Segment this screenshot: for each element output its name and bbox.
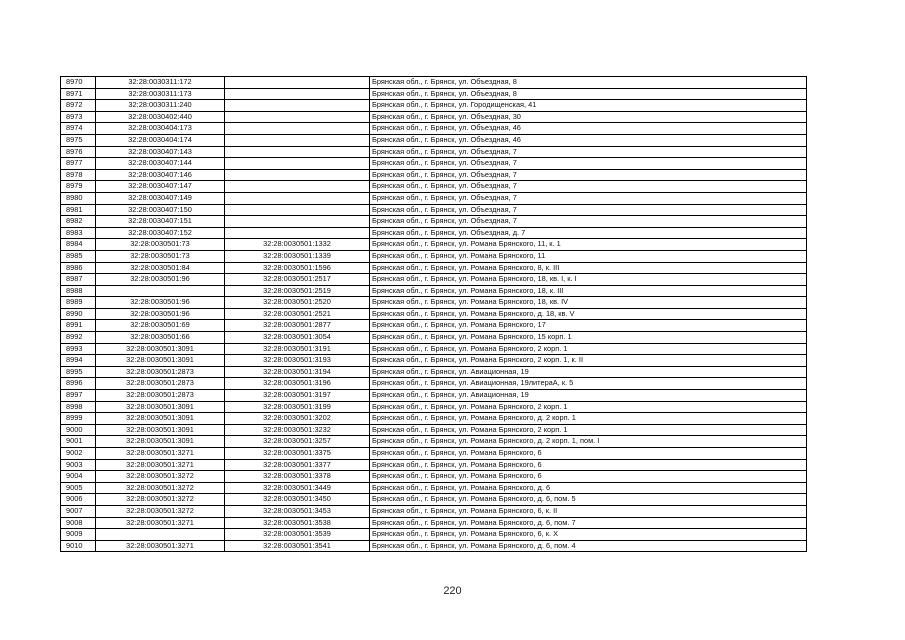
table-row [61,227,807,239]
row-number-cell: 8980 [61,192,96,204]
object-cadastral-number-cell: 32:28:0030501:3378 [225,471,370,483]
land-cadastral-number-cell: 32:28:0030501:3091 [96,401,225,413]
object-cadastral-number-cell: 32:28:0030501:3453 [225,505,370,517]
row-number-cell: 8994 [61,355,96,367]
registry-table [60,76,807,552]
table-row [61,100,807,112]
table-row [61,88,807,100]
address-cell: Брянская обл., г. Брянск, ул. Объездная, д. 7 [370,227,807,239]
table-row [61,308,807,320]
row-number-cell: 8972 [61,100,96,112]
object-cadastral-number-cell [225,227,370,239]
row-number-cell: 8983 [61,227,96,239]
address-cell: Брянская обл., г. Брянск, ул. Романа Брянского, 2 корп. 1 [370,401,807,413]
land-cadastral-number-cell: 32:28:0030501:3272 [96,505,225,517]
row-number-cell: 9001 [61,436,96,448]
row-number-cell: 8999 [61,413,96,425]
land-cadastral-number-cell: 32:28:0030407:150 [96,204,225,216]
table-row [61,274,807,286]
object-cadastral-number-cell [225,204,370,216]
object-cadastral-number-cell: 32:28:0030501:3232 [225,424,370,436]
address-cell: Брянская обл., г. Брянск, ул. Романа Брянского, д. 6 [370,482,807,494]
land-cadastral-number-cell: 32:28:0030501:3272 [96,482,225,494]
table-row [61,505,807,517]
table-row [61,540,807,552]
address-cell: Брянская обл., г. Брянск, ул. Авиационная, 19 [370,390,807,402]
object-cadastral-number-cell: 32:28:0030501:3054 [225,332,370,344]
object-cadastral-number-cell [225,123,370,135]
table-row [61,378,807,390]
address-cell: Брянская обл., г. Брянск, ул. Романа Брянского, 6 [370,459,807,471]
object-cadastral-number-cell: 32:28:0030501:2521 [225,308,370,320]
row-number-cell: 8987 [61,274,96,286]
table-row [61,239,807,251]
object-cadastral-number-cell: 32:28:0030501:3193 [225,355,370,367]
object-cadastral-number-cell: 32:28:0030501:3196 [225,378,370,390]
object-cadastral-number-cell [225,216,370,228]
address-cell: Брянская обл., г. Брянск, ул. Объездная, 7 [370,169,807,181]
land-cadastral-number-cell: 32:28:0030501:66 [96,332,225,344]
object-cadastral-number-cell: 32:28:0030501:2517 [225,274,370,286]
address-cell: Брянская обл., г. Брянск, ул. Романа Брянского, 15 корп. 1 [370,332,807,344]
land-cadastral-number-cell: 32:28:0030501:2873 [96,378,225,390]
row-number-cell: 9009 [61,529,96,541]
object-cadastral-number-cell: 32:28:0030501:3191 [225,343,370,355]
row-number-cell: 8975 [61,134,96,146]
address-cell: Брянская обл., г. Брянск, ул. Романа Брянского, 6 [370,471,807,483]
object-cadastral-number-cell [225,146,370,158]
table-row [61,343,807,355]
address-cell: Брянская обл., г. Брянск, ул. Романа Брянского, д. 2 корп. 1, пом. I [370,436,807,448]
row-number-cell: 9008 [61,517,96,529]
row-number-cell: 8981 [61,204,96,216]
address-cell: Брянская обл., г. Брянск, ул. Объездная, 7 [370,204,807,216]
address-cell: Брянская обл., г. Брянск, ул. Романа Брянского, 2 корп. 1 [370,343,807,355]
address-cell: Брянская обл., г. Брянск, ул. Объездная, 7 [370,192,807,204]
land-cadastral-number-cell: 32:28:0030311:173 [96,88,225,100]
table-row [61,471,807,483]
land-cadastral-number-cell: 32:28:0030407:146 [96,169,225,181]
table-row [61,169,807,181]
table-row [61,401,807,413]
table-row [61,320,807,332]
registry-table-body [61,77,807,552]
address-cell: Брянская обл., г. Брянск, ул. Объездная, 7 [370,216,807,228]
land-cadastral-number-cell: 32:28:0030501:3272 [96,471,225,483]
land-cadastral-number-cell: 32:28:0030501:2873 [96,390,225,402]
land-cadastral-number-cell: 32:28:0030402:440 [96,111,225,123]
land-cadastral-number-cell: 32:28:0030501:3272 [96,494,225,506]
table-row [61,250,807,262]
land-cadastral-number-cell: 32:28:0030501:3091 [96,413,225,425]
address-cell: Брянская обл., г. Брянск, ул. Романа Брянского, 11 [370,250,807,262]
row-number-cell: 8989 [61,297,96,309]
object-cadastral-number-cell [225,158,370,170]
row-number-cell: 8973 [61,111,96,123]
object-cadastral-number-cell: 32:28:0030501:3539 [225,529,370,541]
address-cell: Брянская обл., г. Брянск, ул. Объездная, 8 [370,88,807,100]
address-cell: Брянская обл., г. Брянск, ул. Романа Брянского, 18, кв. I, к. I [370,274,807,286]
table-row [61,134,807,146]
object-cadastral-number-cell: 32:28:0030501:3197 [225,390,370,402]
row-number-cell: 9004 [61,471,96,483]
row-number-cell: 8993 [61,343,96,355]
land-cadastral-number-cell: 32:28:0030501:84 [96,262,225,274]
land-cadastral-number-cell [96,285,225,297]
object-cadastral-number-cell: 32:28:0030501:3257 [225,436,370,448]
land-cadastral-number-cell: 32:28:0030501:3271 [96,448,225,460]
row-number-cell: 9006 [61,494,96,506]
row-number-cell: 9000 [61,424,96,436]
address-cell: Брянская обл., г. Брянск, ул. Романа Брянского, 2 корп. 1 [370,424,807,436]
row-number-cell: 8995 [61,366,96,378]
row-number-cell: 8991 [61,320,96,332]
object-cadastral-number-cell [225,192,370,204]
row-number-cell: 8988 [61,285,96,297]
object-cadastral-number-cell: 32:28:0030501:2519 [225,285,370,297]
address-cell: Брянская обл., г. Брянск, ул. Романа Брянского, 2 корп. 1, к. II [370,355,807,367]
table-row [61,146,807,158]
row-number-cell: 9010 [61,540,96,552]
address-cell: Брянская обл., г. Брянск, ул. Объездная, 46 [370,134,807,146]
object-cadastral-number-cell [225,134,370,146]
address-cell: Брянская обл., г. Брянск, ул. Авиационная, 19 [370,366,807,378]
land-cadastral-number-cell: 32:28:0030407:149 [96,192,225,204]
row-number-cell: 8977 [61,158,96,170]
address-cell: Брянская обл., г. Брянск, ул. Романа Брянского, д. 6, пом. 5 [370,494,807,506]
object-cadastral-number-cell: 32:28:0030501:2877 [225,320,370,332]
table-row [61,262,807,274]
land-cadastral-number-cell: 32:28:0030501:3091 [96,424,225,436]
address-cell: Брянская обл., г. Брянск, ул. Романа Брянского, 17 [370,320,807,332]
object-cadastral-number-cell: 32:28:0030501:3449 [225,482,370,494]
address-cell: Брянская обл., г. Брянск, ул. Романа Брянского, д. 18, кв. V [370,308,807,320]
row-number-cell: 8984 [61,239,96,251]
address-cell: Брянская обл., г. Брянск, ул. Объездная, 8 [370,77,807,89]
row-number-cell: 8985 [61,250,96,262]
object-cadastral-number-cell [225,88,370,100]
land-cadastral-number-cell: 32:28:0030407:147 [96,181,225,193]
row-number-cell: 8974 [61,123,96,135]
object-cadastral-number-cell [225,169,370,181]
land-cadastral-number-cell: 32:28:0030501:3271 [96,459,225,471]
land-cadastral-number-cell: 32:28:0030501:69 [96,320,225,332]
address-cell: Брянская обл., г. Брянск, ул. Романа Брянского, 6, к. II [370,505,807,517]
table-row [61,158,807,170]
land-cadastral-number-cell: 32:28:0030407:152 [96,227,225,239]
object-cadastral-number-cell: 32:28:0030501:3450 [225,494,370,506]
object-cadastral-number-cell [225,181,370,193]
table-row [61,517,807,529]
address-cell: Брянская обл., г. Брянск, ул. Романа Брянского, 11, к. 1 [370,239,807,251]
row-number-cell: 8982 [61,216,96,228]
table-row [61,436,807,448]
row-number-cell: 8986 [61,262,96,274]
land-cadastral-number-cell: 32:28:0030501:96 [96,274,225,286]
table-row [61,424,807,436]
land-cadastral-number-cell: 32:28:0030501:3091 [96,355,225,367]
object-cadastral-number-cell: 32:28:0030501:1596 [225,262,370,274]
object-cadastral-number-cell: 32:28:0030501:3377 [225,459,370,471]
land-cadastral-number-cell: 32:28:0030407:143 [96,146,225,158]
row-number-cell: 8997 [61,390,96,402]
row-number-cell: 9003 [61,459,96,471]
address-cell: Брянская обл., г. Брянск, ул. Романа Брянского, 6, к. X [370,529,807,541]
land-cadastral-number-cell: 32:28:0030404:174 [96,134,225,146]
row-number-cell: 8996 [61,378,96,390]
land-cadastral-number-cell: 32:28:0030501:3271 [96,540,225,552]
table-row [61,192,807,204]
object-cadastral-number-cell: 32:28:0030501:3194 [225,366,370,378]
row-number-cell: 8990 [61,308,96,320]
land-cadastral-number-cell: 32:28:0030501:3091 [96,436,225,448]
address-cell: Брянская обл., г. Брянск, ул. Авиационная, 19литераА, к. 5 [370,378,807,390]
table-row [61,390,807,402]
land-cadastral-number-cell: 32:28:0030311:240 [96,100,225,112]
table-row [61,297,807,309]
row-number-cell: 8976 [61,146,96,158]
table-row [61,355,807,367]
table-row [61,529,807,541]
land-cadastral-number-cell [96,529,225,541]
land-cadastral-number-cell: 32:28:0030407:144 [96,158,225,170]
table-row [61,413,807,425]
object-cadastral-number-cell: 32:28:0030501:1332 [225,239,370,251]
object-cadastral-number-cell [225,111,370,123]
table-row [61,123,807,135]
object-cadastral-number-cell: 32:28:0030501:3202 [225,413,370,425]
address-cell: Брянская обл., г. Брянск, ул. Романа Брянского, 6 [370,448,807,460]
land-cadastral-number-cell: 32:28:0030501:3091 [96,343,225,355]
object-cadastral-number-cell: 32:28:0030501:3375 [225,448,370,460]
table-row [61,332,807,344]
table-row [61,204,807,216]
object-cadastral-number-cell: 32:28:0030501:2520 [225,297,370,309]
table-row [61,482,807,494]
table-row [61,181,807,193]
address-cell: Брянская обл., г. Брянск, ул. Объездная, 7 [370,181,807,193]
land-cadastral-number-cell: 32:28:0030501:2873 [96,366,225,378]
address-cell: Брянская обл., г. Брянск, ул. Романа Брянского, д. 6, пом. 4 [370,540,807,552]
address-cell: Брянская обл., г. Брянск, ул. Городищенская, 41 [370,100,807,112]
object-cadastral-number-cell: 32:28:0030501:3199 [225,401,370,413]
table-row [61,216,807,228]
address-cell: Брянская обл., г. Брянск, ул. Романа Брянского, д. 2 корп. 1 [370,413,807,425]
land-cadastral-number-cell: 32:28:0030501:96 [96,308,225,320]
table-row [61,459,807,471]
table-row [61,448,807,460]
row-number-cell: 9002 [61,448,96,460]
object-cadastral-number-cell [225,100,370,112]
address-cell: Брянская обл., г. Брянск, ул. Объездная, 46 [370,123,807,135]
object-cadastral-number-cell [225,77,370,89]
land-cadastral-number-cell: 32:28:0030501:96 [96,297,225,309]
address-cell: Брянская обл., г. Брянск, ул. Романа Брянского, 18, к. III [370,285,807,297]
object-cadastral-number-cell: 32:28:0030501:3541 [225,540,370,552]
land-cadastral-number-cell: 32:28:0030501:73 [96,239,225,251]
row-number-cell: 8998 [61,401,96,413]
table-row [61,494,807,506]
row-number-cell: 8970 [61,77,96,89]
row-number-cell: 8978 [61,169,96,181]
land-cadastral-number-cell: 32:28:0030501:3271 [96,517,225,529]
address-cell: Брянская обл., г. Брянск, ул. Объездная, 30 [370,111,807,123]
table-row [61,77,807,89]
row-number-cell: 8971 [61,88,96,100]
land-cadastral-number-cell: 32:28:0030311:172 [96,77,225,89]
row-number-cell: 9007 [61,505,96,517]
table-row [61,111,807,123]
row-number-cell: 8992 [61,332,96,344]
land-cadastral-number-cell: 32:28:0030404:173 [96,123,225,135]
land-cadastral-number-cell: 32:28:0030407:151 [96,216,225,228]
table-row [61,366,807,378]
table-row [61,285,807,297]
object-cadastral-number-cell: 32:28:0030501:3538 [225,517,370,529]
row-number-cell: 9005 [61,482,96,494]
object-cadastral-number-cell: 32:28:0030501:1339 [225,250,370,262]
page-number: 220 [443,585,462,597]
land-cadastral-number-cell: 32:28:0030501:73 [96,250,225,262]
address-cell: Брянская обл., г. Брянск, ул. Романа Брянского, 18, кв. IV [370,297,807,309]
address-cell: Брянская обл., г. Брянск, ул. Романа Брянского, 8, к. III [370,262,807,274]
address-cell: Брянская обл., г. Брянск, ул. Объездная, 7 [370,146,807,158]
address-cell: Брянская обл., г. Брянск, ул. Романа Брянского, д. 6, пом. 7 [370,517,807,529]
row-number-cell: 8979 [61,181,96,193]
address-cell: Брянская обл., г. Брянск, ул. Объездная, 7 [370,158,807,170]
